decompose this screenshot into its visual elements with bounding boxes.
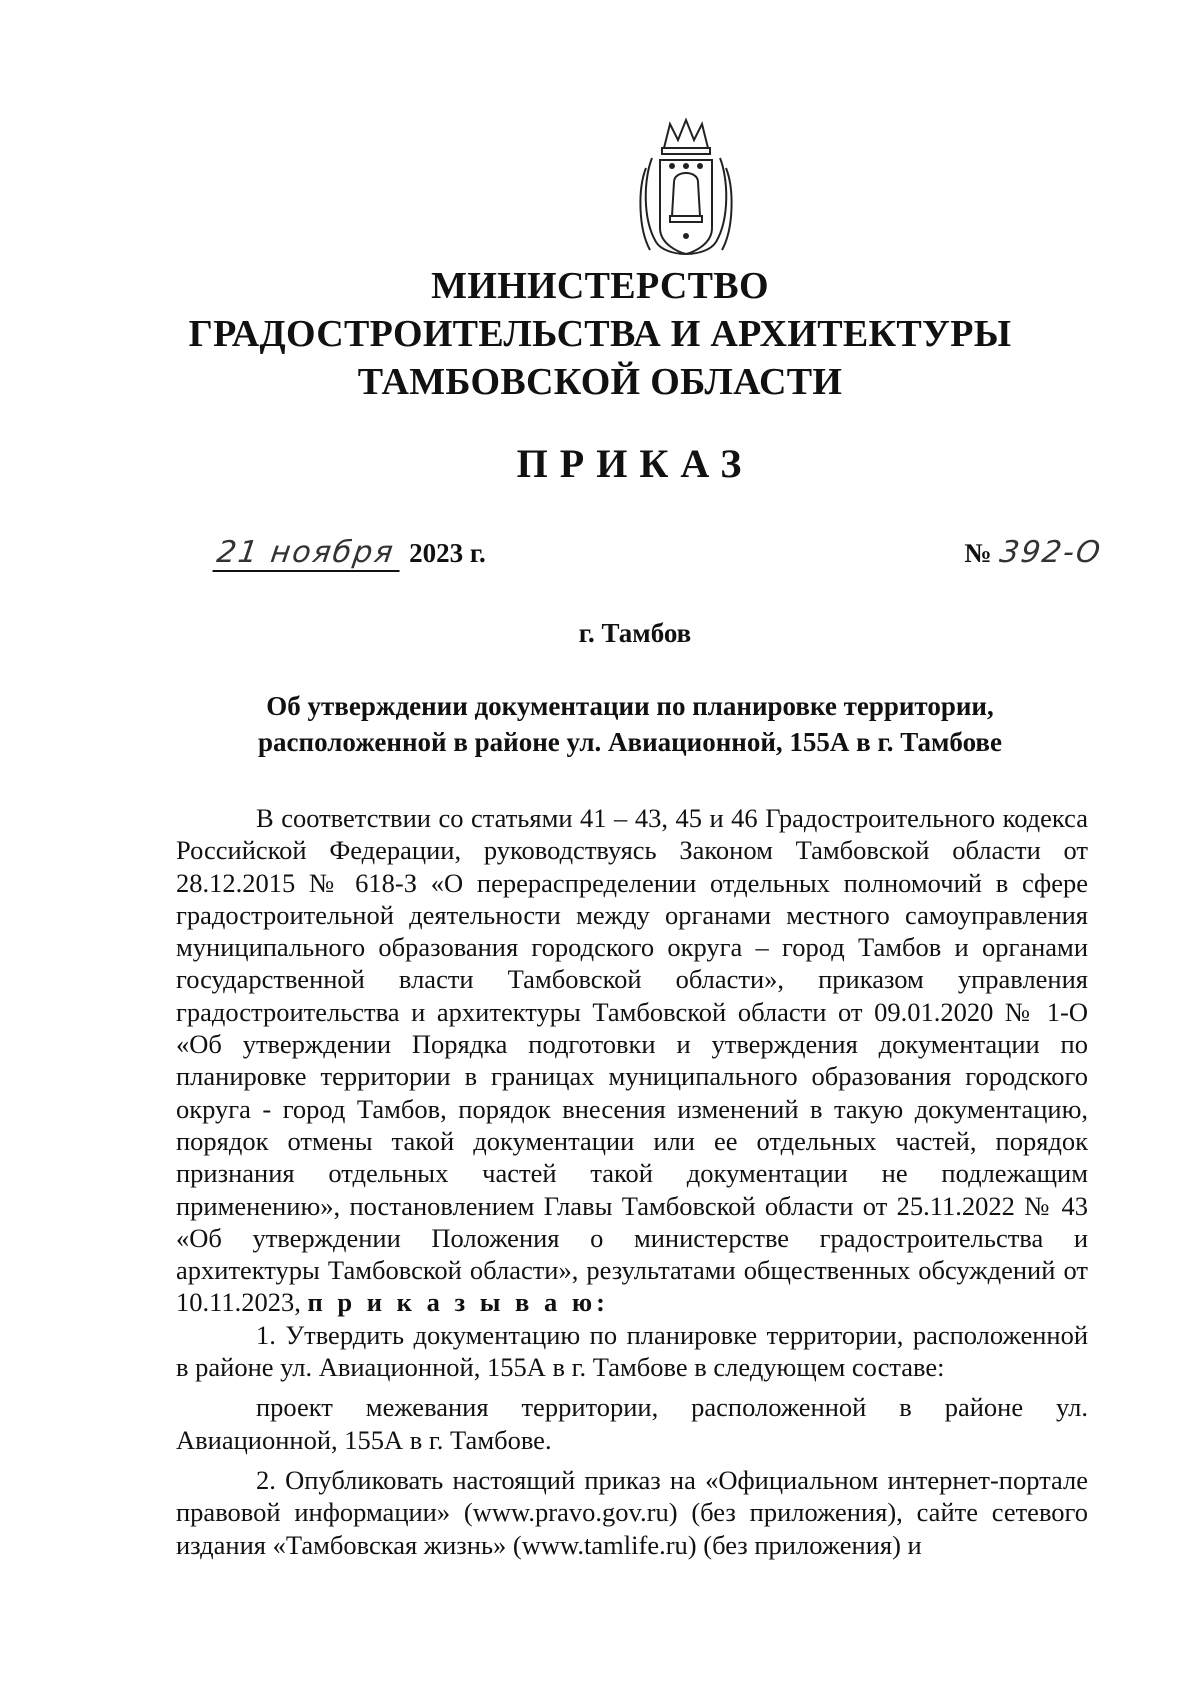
document-subject [170, 688, 1090, 760]
document-number [964, 535, 1110, 570]
city: г. Тамбов [578, 618, 692, 648]
ministry-line: ГРАДОСТРОИТЕЛЬСТВА И АРХИТЕКТУРЫ [188, 313, 1012, 355]
preamble-text: В соответствии со статьями 41 – 43, 45 и 46 Градостроительного кодекса Российской Федерации, руководствуясь Законом Тамбовской области от 28.12.2015 № 618-З «О перераспределении отдельных полномочий в сфере градостроительной деятельности между органами местного самоуправления муниципального образования городского округа – город Тамбов и органами государственной власти Тамбовской области», приказом управления градостроительства и архитектуры Тамбовской области от 09.01.2020 № 1-О «Об утверждении Порядка подготовки и утверждения документации по планировке территории в границах муниципального образования городского округа - город Тамбов, порядок внесения изменений в такую документацию, порядок отмены такой документации или ее отдельных частей, порядок признания отдельных частей такой документации не подлежащим применению», постановлением Главы Тамбовской области от 25.11.2022 № 43 «Об утверждении Положения о министерстве градостроительства и архитектуры Тамбовской области», результатами общественных обсуждений от 10.11.2023, [176, 803, 1088, 1318]
year-suffix: 2023 г. [409, 538, 486, 568]
preamble-paragraph [176, 802, 1088, 1319]
item-1-detail: проект межевания территории, расположенной в районе ул. Авиационной, 155А в г. Тамбове. [176, 1392, 1088, 1455]
document-body [176, 802, 1088, 1561]
ministry-line: МИНИСТЕРСТВО [431, 265, 769, 307]
ministry-line: ТАМБОВСКОЙ ОБЛАСТИ [357, 361, 843, 403]
document-type: ПРИКАЗ [516, 441, 754, 486]
handwritten-date: 21 ноября [212, 535, 405, 572]
coat-of-arms-icon [634, 118, 738, 268]
order-word: п р и к а з ы в а ю: [307, 1287, 609, 1318]
number-prefix: № [964, 538, 992, 568]
subject-line: расположенной в районе ул. Авиационной, 155А в г. Тамбове [258, 727, 1002, 757]
document-date [215, 535, 486, 572]
handwritten-number: 392-О [997, 535, 1105, 570]
item-2: 2. Опубликовать настоящий приказ на «Официальном интернет-портале правовой информации» (www.pravo.gov.ru) (без приложения), сайте сетевого издания «Тамбовская жизнь» (www.tamlife.ru) (без приложения) и [176, 1464, 1088, 1560]
ministry-name [0, 262, 1200, 406]
item-1: 1. Утвердить документацию по планировке территории, расположенной в районе ул. Авиационной, 155А в г. Тамбове в следующем составе: [176, 1319, 1088, 1383]
subject-line: Об утверждении документации по планировке территории, [266, 691, 994, 721]
